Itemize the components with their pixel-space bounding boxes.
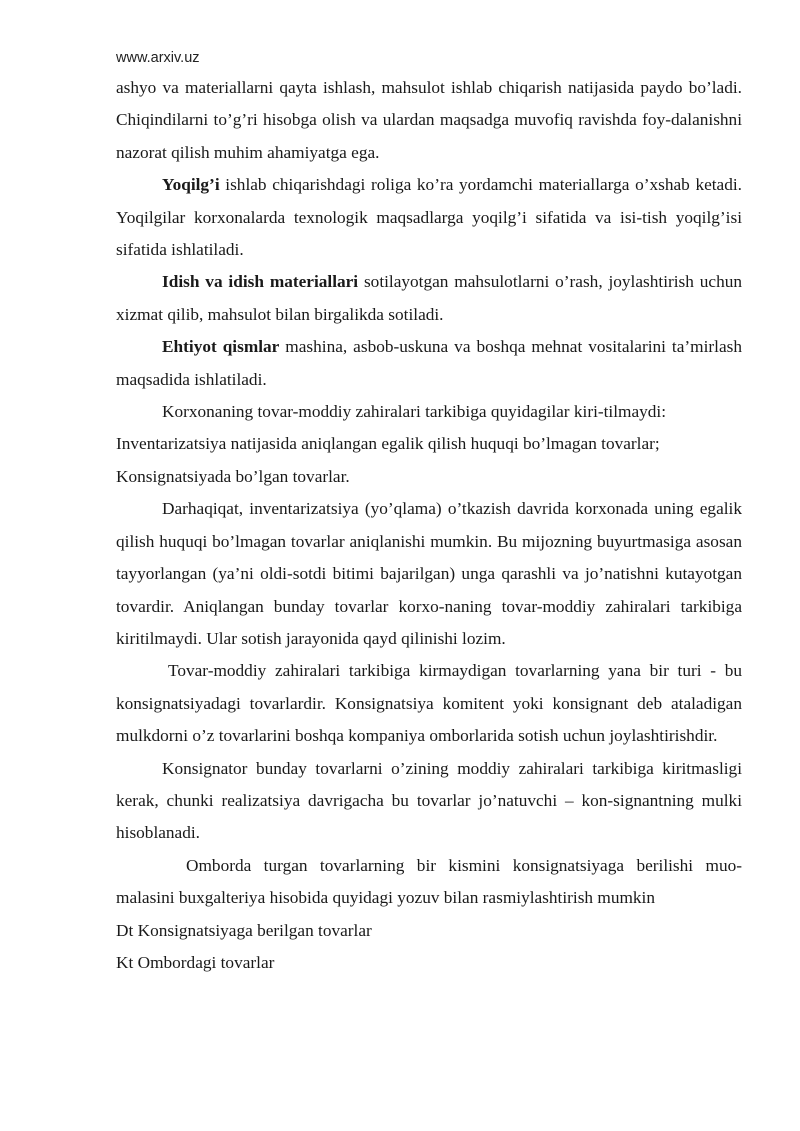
spare-parts-description: mashina, asbob-uskuna va boshqa mehnat vositalarini ta’mirlash maqsadida ishlatiladi. <box>116 337 742 389</box>
containers-description: sotilayotgan mahsulotlarni o’rash, joylashtirish uchun xizmat qilib, mahsulot bilan birgalikda sotiladi. <box>116 272 742 324</box>
paragraph-consignator: Konsignator bunday tovarlarni o’zining moddiy zahiralari tarkibiga kiritmasligi kerak, chunki realizatsiya davrigacha bu tovarlar jo’natuvchi – kon-signantning mulki hisoblanadi. <box>116 758 742 843</box>
paragraph-inventory: Darhaqiqat, inventarizatsiya (yo’qlama) o’tkazish davrida korxonada uning egalik qilish huquqi bo’lmagan tovarlar aniqlanishi mumkin. Bu mijozning buyurtmasiga asosan tayyorlangan (ya’ni oldi-sotdi bitimi bajarilgan) unga qarashli va jo’natishni kutayotgan tovardir. Aniqlangan bunday tovarlar korxo-naning tovar-moddiy zahiralari tarkibiga kiritilmaydi. Ular sotish jarayonida qayd qilinishi lozim. <box>116 499 742 648</box>
paragraph-accounting: Omborda turgan tovarlarning bir kismini konsignatsiyaga berilishi muo-malasini buxgalteriya hisobida quyidagi yozuv bilan rasmiylashtirish mumkin <box>116 855 742 908</box>
fuel-description: ishlab chiqarishdagi roliga ko’ra yordamchi materiallarga o’xshab ketadi. Yoqilgilar korxonalarda texnologik maqsadlarga yoqilg’i sifatida va isi-tish yoqilg’isi sifatida ishlatiladi. <box>116 175 742 260</box>
paragraph-waste: ashyo va materiallarni qayta ishlash, mahsulot ishlab chiqarish natijasida paydo bo’ladi. Chiqindilarni to’g’ri hisobga olish va ulardan maqsadga muvofiq ravishda foy-dalanishni nazorat qilish muhim ahamiyatga ega. <box>116 78 742 162</box>
exclusion-item-inventory: Inventarizatsiya natijasida aniqlangan egalik qilish huquqi bo’lmagan tovarlar; <box>116 434 660 454</box>
entry-credit: Kt Ombordagi tovarlar <box>116 952 275 972</box>
paragraph-containers <box>116 266 742 331</box>
term-containers: Idish va idish materiallari <box>162 272 359 292</box>
paragraph-fuel <box>116 169 742 266</box>
exclusion-item-consignment: Konsignatsiyada bo’lgan tovarlar. <box>116 466 350 486</box>
exclusions-intro: Korxonaning tovar-moddiy zahiralari tarkibiga quyidagilar kiri-tilmaydi: <box>162 402 667 422</box>
term-fuel: Yoqilg’i <box>162 175 220 195</box>
term-spare-parts: Ehtiyot qismlar <box>162 337 280 357</box>
document-body <box>116 72 742 979</box>
site-watermark: www.arxiv.uz <box>116 50 200 66</box>
paragraph-consignment: Tovar-moddiy zahiralari tarkibiga kirmaydigan tovarlarning yana bir turi - bu konsignatsiyadagi tovarlardir. Konsignatsiya komitent yoki konsignant deb ataladigan mulkdorni o’z tovarlarini boshqa kompaniya omborlarida sotish uchun joylashtirishdir. <box>116 661 742 746</box>
entry-debit: Dt Konsignatsiyaga berilgan tovarlar <box>116 920 372 940</box>
paragraph-spare-parts <box>116 331 742 396</box>
